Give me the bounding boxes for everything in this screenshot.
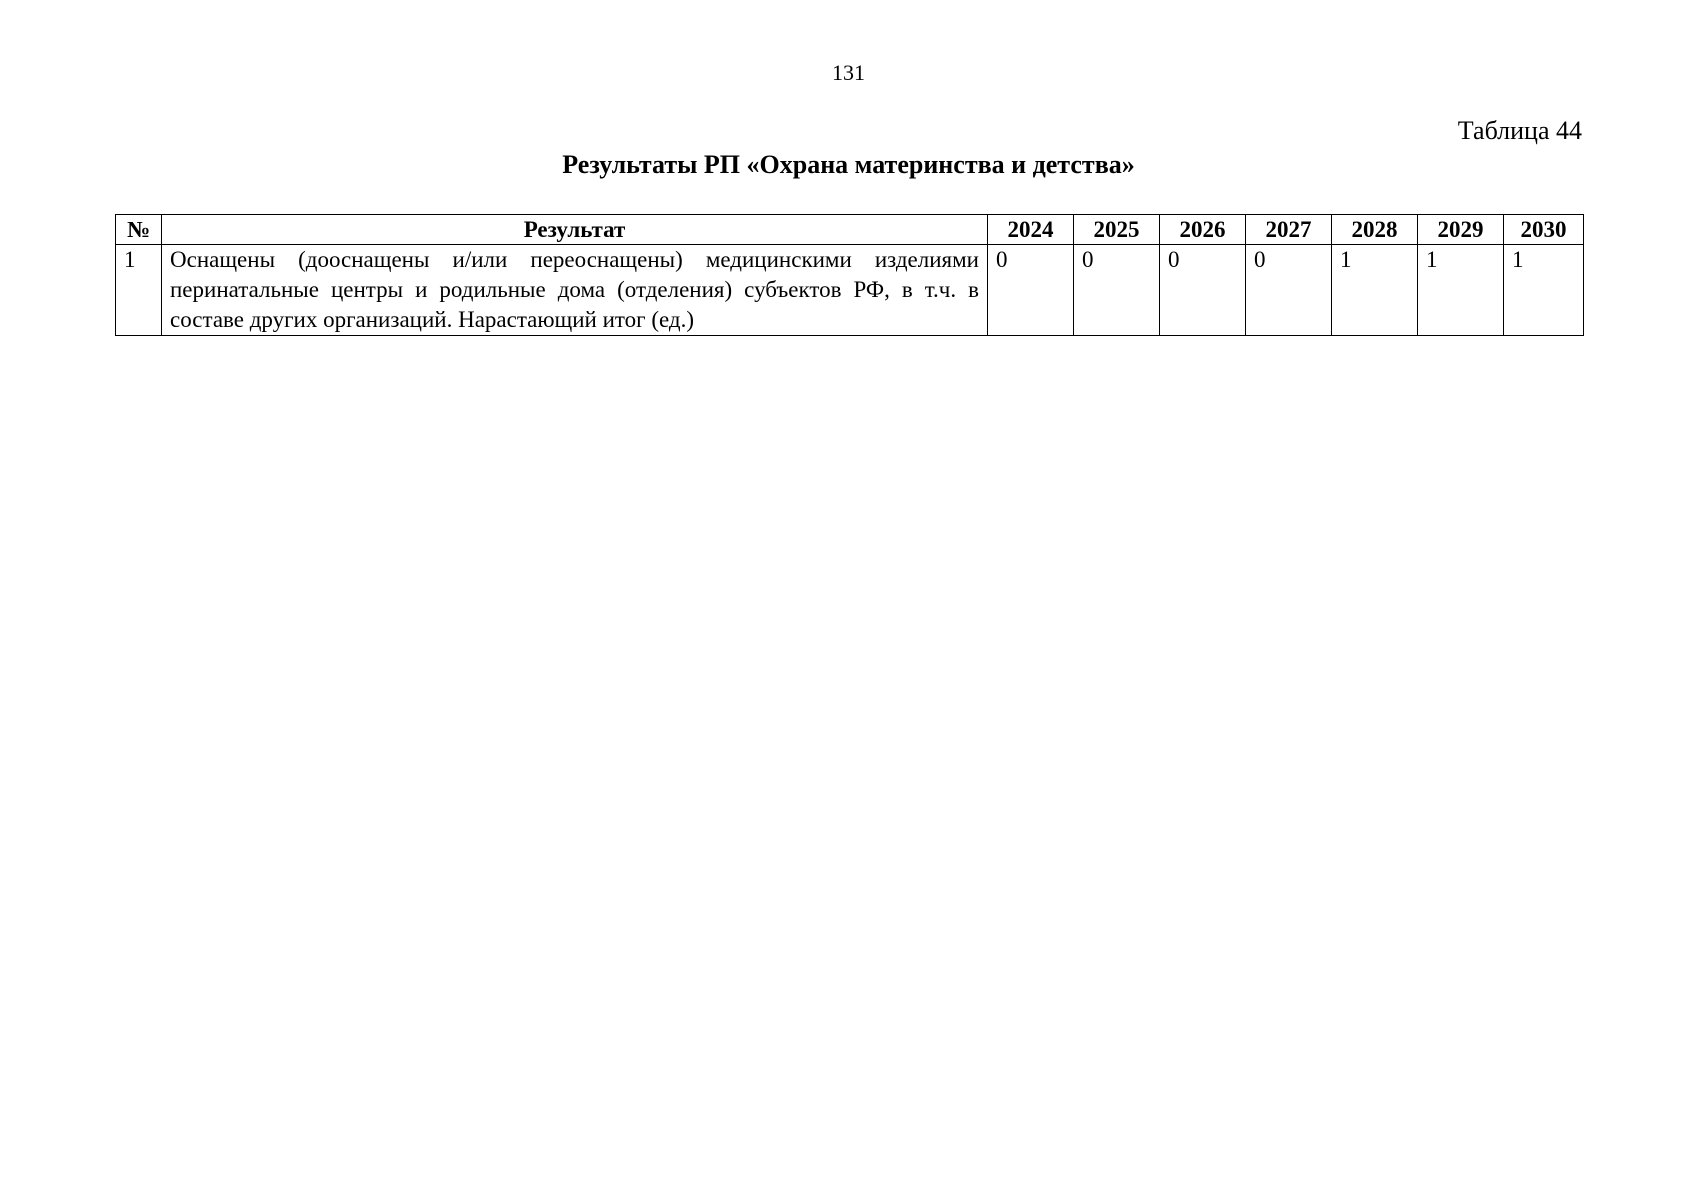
header-row: [116, 215, 1584, 245]
row-result: Оснащены (дооснащены и/или переоснащены) медицинскими изделиями перинатальные центры и родильные дома (отделения) субъектов РФ, в т.ч. в составе других организаций. Нарастающий итог (ед.): [162, 245, 988, 336]
header-year-2029: 2029: [1418, 215, 1504, 245]
row-value-2025: 0: [1074, 245, 1160, 336]
row-value-2027: 0: [1246, 245, 1332, 336]
header-num: №: [116, 215, 162, 245]
row-value-2026: 0: [1160, 245, 1246, 336]
header-year-2027: 2027: [1246, 215, 1332, 245]
row-value-2029: 1: [1418, 245, 1504, 336]
document-title: Результаты РП «Охрана материнства и детства»: [562, 150, 1135, 179]
row-value-2024: 0: [988, 245, 1074, 336]
page-number: 131: [832, 60, 865, 85]
header-year-2030: 2030: [1504, 215, 1584, 245]
header-result: Результат: [162, 215, 988, 245]
header-year-2026: 2026: [1160, 215, 1246, 245]
row-num: 1: [116, 245, 162, 336]
results-table: [115, 214, 1584, 336]
row-value-2030: 1: [1504, 245, 1584, 336]
table-label: Таблица 44: [1457, 116, 1582, 145]
header-year-2025: 2025: [1074, 215, 1160, 245]
table-row: [116, 245, 1584, 336]
table-header: [116, 215, 1584, 245]
header-year-2028: 2028: [1332, 215, 1418, 245]
table-body: [116, 245, 1584, 336]
row-value-2028: 1: [1332, 245, 1418, 336]
header-year-2024: 2024: [988, 215, 1074, 245]
